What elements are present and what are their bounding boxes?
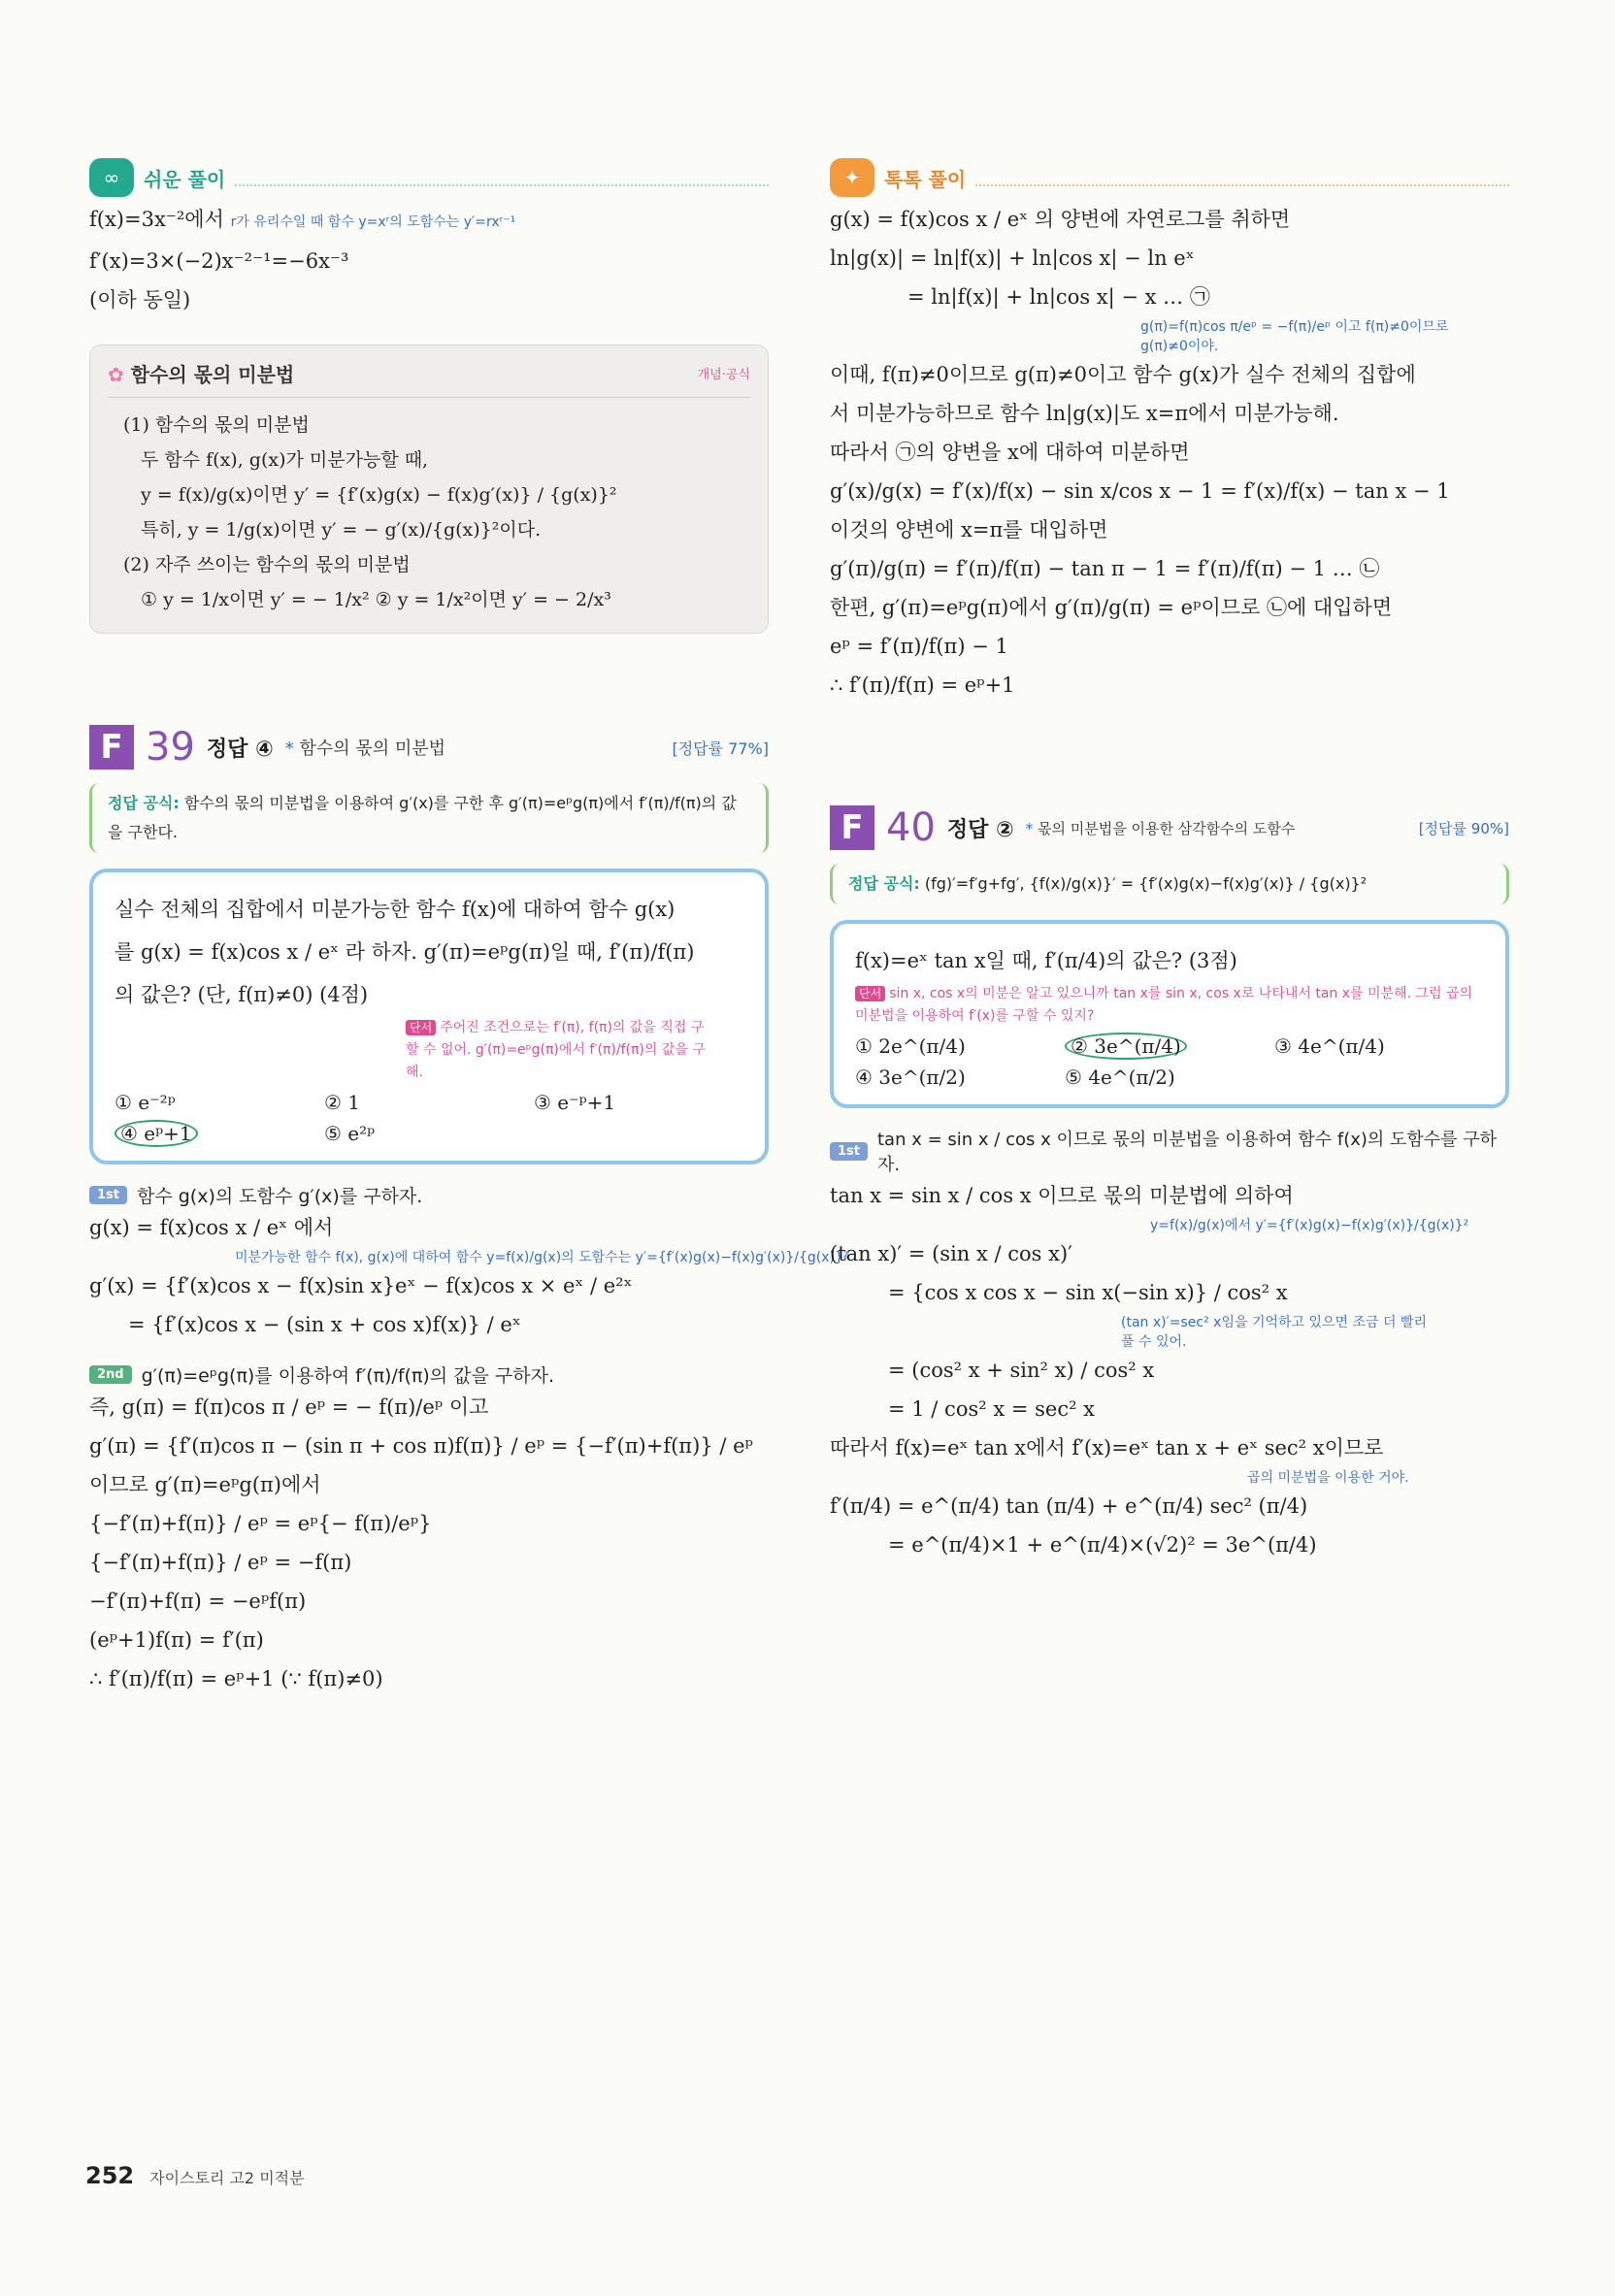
choice[interactable]: ① e⁻²ᵖ <box>115 1091 176 1114</box>
tok-line: ∴ f′(π)/f(π) = eᵖ+1 <box>830 673 1015 697</box>
choice[interactable]: ⑤ 4e^(π/2) <box>1065 1066 1175 1089</box>
right-column <box>830 155 1509 1564</box>
tok-line: 이때, f(π)≠0이므로 g(π)≠0이고 함수 g(x)가 실수 전체의 집합에 <box>830 363 1416 386</box>
page-number: 252 <box>85 2162 135 2189</box>
concept-tag: 개념·공식 <box>697 368 750 382</box>
choice[interactable]: ④ 3e^(π/2) <box>855 1066 966 1089</box>
question-line: 를 g(x) = f(x)cos x / eˣ 라 하자. g′(π)=eᵖg(π)일 때, f′(π)/f(π) <box>115 940 695 964</box>
question-line: 실수 전체의 집합에서 미분가능한 함수 f(x)에 대하여 함수 g(x) <box>115 898 676 921</box>
solution-line: {−f′(π)+f(π)} / eᵖ = eᵖ{− f(π)/eᵖ} <box>89 1512 432 1535</box>
note-2: (tan x)′=sec² x임을 기억하고 있으면 조금 더 빨리 풀 수 있어. <box>1121 1315 1428 1350</box>
tok-line: g′(π)/g(π) = f′(π)/f(π) − tan π − 1 = f′(π)/f(π) − 1 … ㉡ <box>830 557 1380 580</box>
solution-line: = 1 / cos² x = sec² x <box>888 1397 1096 1421</box>
solution-line: tan x = sin x / cos x 이므로 몫의 미분법에 의하여 <box>830 1184 1294 1207</box>
question-box <box>89 869 769 1164</box>
choices <box>855 1034 1484 1089</box>
tok-line: 따라서 ㉠의 양변을 x에 대하여 미분하면 <box>830 441 1190 464</box>
choice[interactable]: ② 1 <box>324 1091 361 1114</box>
easy-line-2: f′(x)=3×(−2)x⁻²⁻¹=−6x⁻³ <box>89 249 349 273</box>
solution-line: g′(x) = {f′(x)cos x − f(x)sin x}eˣ − f(x)cos x × eˣ / e²ˣ <box>89 1274 633 1297</box>
divider <box>235 179 769 186</box>
concept-line: ① y = 1/x이면 y′ = − 1/x² ② y = 1/x²이면 y′ = − 2/x³ <box>141 589 611 610</box>
tok-line: eᵖ = f′(π)/f(π) − 1 <box>830 635 1008 658</box>
choice[interactable]: ③ e⁻ᵖ+1 <box>534 1091 616 1114</box>
left-column <box>89 155 849 1698</box>
problem-39-header <box>89 725 769 770</box>
solution-line: {−f′(π)+f(π)} / eᵖ = −f(π) <box>89 1551 352 1574</box>
note-1: y=f(x)/g(x)에서 y′={f′(x)g(x)−f(x)g′(x)}/{g(x)}² <box>1150 1218 1469 1233</box>
concept-line: (2) 자주 쓰이는 함수의 몫의 미분법 <box>123 554 411 575</box>
concept-line: 특히, y = 1/g(x)이면 y′ = − g′(x)/{g(x)}²이다. <box>141 519 542 541</box>
tok-line: g(x) = f(x)cos x / eˣ 의 양변에 자연로그를 취하면 <box>830 208 1291 231</box>
problem-badge: F <box>89 725 134 770</box>
concept-line: (1) 함수의 몫의 미분법 <box>123 414 310 436</box>
solution-line: 따라서 f(x)=eˣ tan x에서 f′(x)=eˣ tan x + eˣ sec² x이므로 <box>830 1436 1384 1460</box>
topic: * 몫의 미분법을 이용한 삼각함수의 도함수 <box>1026 818 1296 838</box>
choice-correct[interactable]: ② 3e^(π/4) <box>1065 1034 1274 1058</box>
concept-title: ✿ 함수의 몫의 미분법 <box>108 359 294 387</box>
tok-note: g(π)=f(π)cos π/eᵖ = −f(π)/eᵖ 이고 f(π)≠0이므로 g(π)≠0이야. <box>1140 319 1449 354</box>
choice[interactable]: ① 2e^(π/4) <box>855 1034 966 1058</box>
easy-note: r가 유리수일 때 함수 y=xʳ의 도함수는 y′=rxʳ⁻¹ <box>230 214 516 230</box>
solution-line: ∴ f′(π)/f(π) = eᵖ+1 (∵ f(π)≠0) <box>89 1667 383 1690</box>
solution-line: g′(π) = {f′(π)cos π − (sin π + cos π)f(π)} / eᵖ = {−f′(π)+f(π)} / eᵖ <box>89 1434 753 1458</box>
choices <box>115 1091 743 1145</box>
problem-number: 39 <box>146 725 195 770</box>
problem-badge: F <box>830 805 874 850</box>
tok-solution-header <box>830 155 1509 200</box>
solution-line: (eᵖ+1)f(π) = f′(π) <box>89 1628 264 1652</box>
glasses-icon: ∞ <box>89 158 134 197</box>
easy-line-1: f(x)=3x⁻²에서 r가 유리수일 때 함수 y=xʳ의 도함수는 y′=rxʳ⁻¹ <box>89 208 516 231</box>
tok-solution-title: 톡톡 풀이 <box>884 167 967 191</box>
divider <box>975 179 1509 186</box>
formula-box: 정답 공식: 함수의 몫의 미분법을 이용하여 g′(x)를 구한 후 g′(π)=eᵖg(π)에서 f′(π)/f(π)의 값을 구한다. <box>89 783 769 853</box>
question-line: 의 값은? (단, f(π)≠0) (4점) <box>115 983 369 1006</box>
hint: 단서 주어진 조건으로는 f′(π), f(π)의 값을 직접 구할 수 없어. g′(π)=eᵖg(π)에서 f′(π)/f(π)의 값을 구해. <box>406 1020 706 1080</box>
solution-line: 이므로 g′(π)=eᵖg(π)에서 <box>89 1473 321 1496</box>
concept-line: 두 함수 f(x), g(x)가 미분가능할 때, <box>141 449 429 471</box>
topic: * 함수의 몫의 미분법 <box>285 735 445 760</box>
concept-box <box>89 344 769 634</box>
problem-number: 40 <box>886 805 936 850</box>
solution-line: g(x) = f(x)cos x / eˣ 에서 <box>89 1216 334 1239</box>
tok-line: 서 미분가능하므로 함수 ln|g(x)|도 x=π에서 미분가능해. <box>830 402 1339 425</box>
choice-correct[interactable]: ④ eᵖ+1 <box>115 1122 324 1145</box>
solution-line: = (cos² x + sin² x) / cos² x <box>888 1359 1155 1382</box>
accuracy-rate: [정답률 90%] <box>1418 819 1509 837</box>
accuracy-rate: [정답률 77%] <box>672 738 769 758</box>
easy-line-3: (이하 동일) <box>89 288 191 312</box>
question-line: f(x)=eˣ tan x일 때, f′(π/4)의 값은? (3점) <box>855 949 1237 972</box>
tok-line: ln|g(x)| = ln|f(x)| + ln|cos x| − ln eˣ <box>830 246 1195 270</box>
book-title: 자이스토리 고2 미적분 <box>149 2169 305 2187</box>
concept-line: y = f(x)/g(x)이면 y′ = {f′(x)g(x) − f(x)g′(x)} / {g(x)}² <box>141 484 617 506</box>
note-3: 곱의 미분법을 이용한 거야. <box>1247 1470 1409 1486</box>
magic-wand-icon: ✦ <box>830 158 874 197</box>
solution-line: 즉, g(π) = f(π)cos π / eᵖ = − f(π)/eᵖ 이고 <box>89 1395 489 1419</box>
solution-line: f′(π/4) = e^(π/4) tan (π/4) + e^(π/4) sec² (π/4) <box>830 1494 1308 1518</box>
question-box <box>830 920 1509 1108</box>
solution-line: (tan x)′ = (sin x / cos x)′ <box>830 1242 1072 1265</box>
step-1: 1st 함수 g(x)의 도함수 g′(x)를 구하자. <box>89 1182 769 1208</box>
tok-line: = ln|f(x)| + ln|cos x| − x … ㉠ <box>907 285 1210 309</box>
choice[interactable]: ⑤ e²ᵖ <box>324 1122 376 1145</box>
step1-note: 미분가능한 함수 f(x), g(x)에 대하여 함수 y=f(x)/g(x)의 도함수는 y′={f′(x)g(x)−f(x)g′(x)}/{g(x)}² <box>235 1250 849 1265</box>
formula-box: 정답 공식: (fg)′=f′g+fg′, {f(x)/g(x)}′ = {f′(x)g(x)−f(x)g′(x)} / {g(x)}² <box>830 864 1509 904</box>
tok-line: 한편, g′(π)=eᵖg(π)에서 g′(π)/g(π) = eᵖ이므로 ㉡에 대입하면 <box>830 596 1393 619</box>
solution-line: = {f′(x)cos x − (sin x + cos x)f(x)} / eˣ <box>128 1313 521 1336</box>
easy-solution-title: 쉬운 풀이 <box>144 167 226 191</box>
tok-line: g′(x)/g(x) = f′(x)/f(x) − sin x/cos x − 1 = f′(x)/f(x) − tan x − 1 <box>830 479 1450 503</box>
solution-line: = {cos x cos x − sin x(−sin x)} / cos² x <box>888 1281 1288 1304</box>
easy-solution-header <box>89 155 769 200</box>
answer: 정답 ④ <box>206 737 274 762</box>
answer: 정답 ② <box>946 817 1014 842</box>
solution-line: = e^(π/4)×1 + e^(π/4)×(√2)² = 3e^(π/4) <box>888 1533 1317 1557</box>
step-1: 1st tan x = sin x / cos x 이므로 몫의 미분법을 이용하여 함수 f(x)의 도함수를 구하자. <box>830 1126 1509 1176</box>
tok-line: 이것의 양변에 x=π를 대입하면 <box>830 518 1108 541</box>
hint: 단서 sin x, cos x의 미분은 알고 있으니까 tan x를 sin x, cos x로 나타내서 tan x를 미분해. 그럼 곱의 미분법을 이용하여 f′(x)를 구할 수 있지? <box>855 986 1473 1024</box>
solution-line: −f′(π)+f(π) = −eᵖf(π) <box>89 1590 307 1613</box>
problem-40-header <box>830 805 1509 850</box>
step-2: 2nd g′(π)=eᵖg(π)를 이용하여 f′(π)/f(π)의 값을 구하자. <box>89 1361 769 1388</box>
page-footer <box>85 2162 305 2189</box>
choice[interactable]: ③ 4e^(π/4) <box>1274 1034 1385 1058</box>
